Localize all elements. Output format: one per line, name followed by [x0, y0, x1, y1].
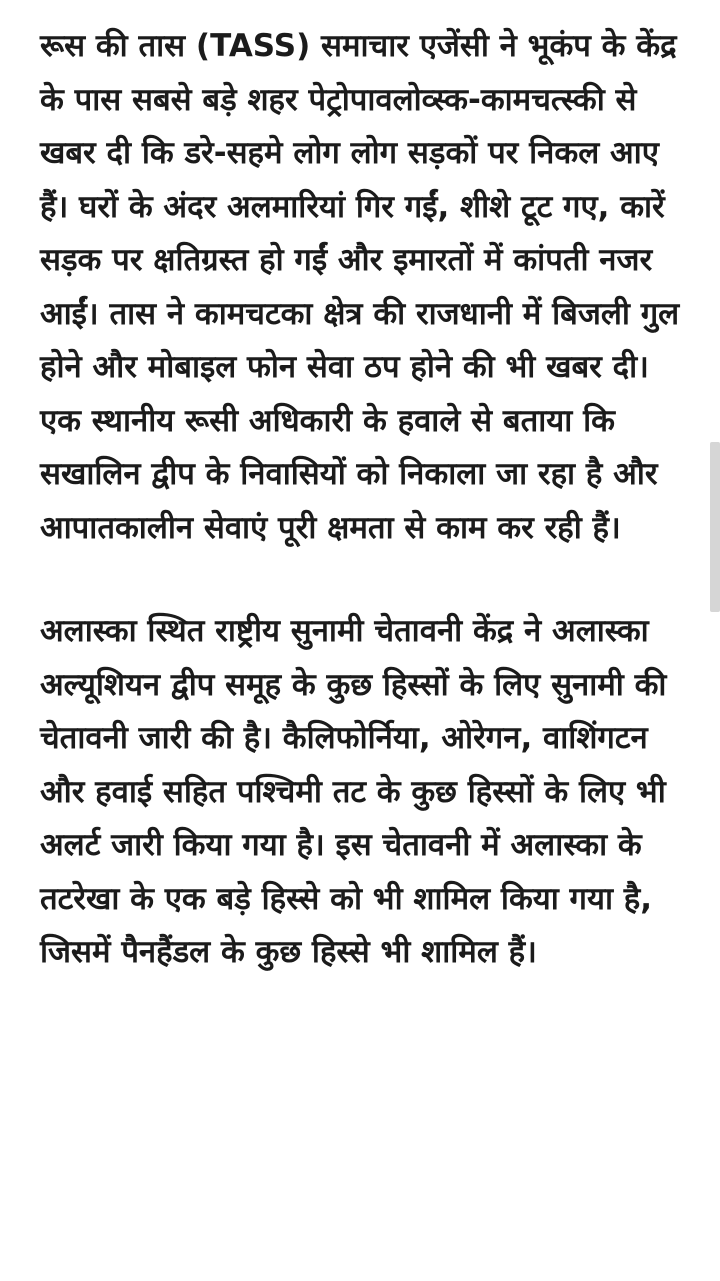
vertical-scrollbar[interactable] — [708, 0, 720, 1281]
paragraph-spacer — [40, 555, 684, 605]
scrollbar-thumb[interactable] — [710, 442, 720, 612]
article-paragraph-russia-quake: रूस की तास (TASS) समाचार एजेंसी ने भूकंप के केंद्र के पास सबसे बड़े शहर पेट्रोपावलोव्स्क-कामचत्स्की से खबर दी कि डरे-सहमे लोग लोग सड़कों पर निकल आए हैं। घरों के अंदर अलमारियां गिर गईं, शीशे टूट गए, कारें सड़क पर क्षतिग्रस्त हो गईं और इमारतों में कांपती नजर आईं। तास ने कामचटका क्षेत्र की राजधानी में बिजली गुल होने और मोबाइल फोन सेवा ठप होने की भी खबर दी। एक स्थानीय रूसी अधिकारी के हवाले से बताया कि सखालिन द्वीप के निवासियों को निकाला जा रहा है और आपातकालीन सेवाएं पूरी क्षमता से काम कर रही हैं। — [40, 28, 680, 546]
article-paragraph-tsunami-warning: अलास्का स्थित राष्ट्रीय सुनामी चेतावनी केंद्र ने अलास्का अल्यूशियन द्वीप समूह के कुछ हिस्सों के लिए सुनामी की चेतावनी जारी की है। कैलिफोर्निया, ओरेगन, वाशिंगटन और हवाई सहित पश्चिमी तट के कुछ हिस्सों के लिए भी अलर्ट जारी किया गया है। इस चेतावनी में अलास्का के तटरेखा के एक बड़े हिस्से को भी शामिल किया गया है, जिसमें पैनहैंडल के कुछ हिस्से भी शामिल हैं। — [40, 613, 667, 970]
